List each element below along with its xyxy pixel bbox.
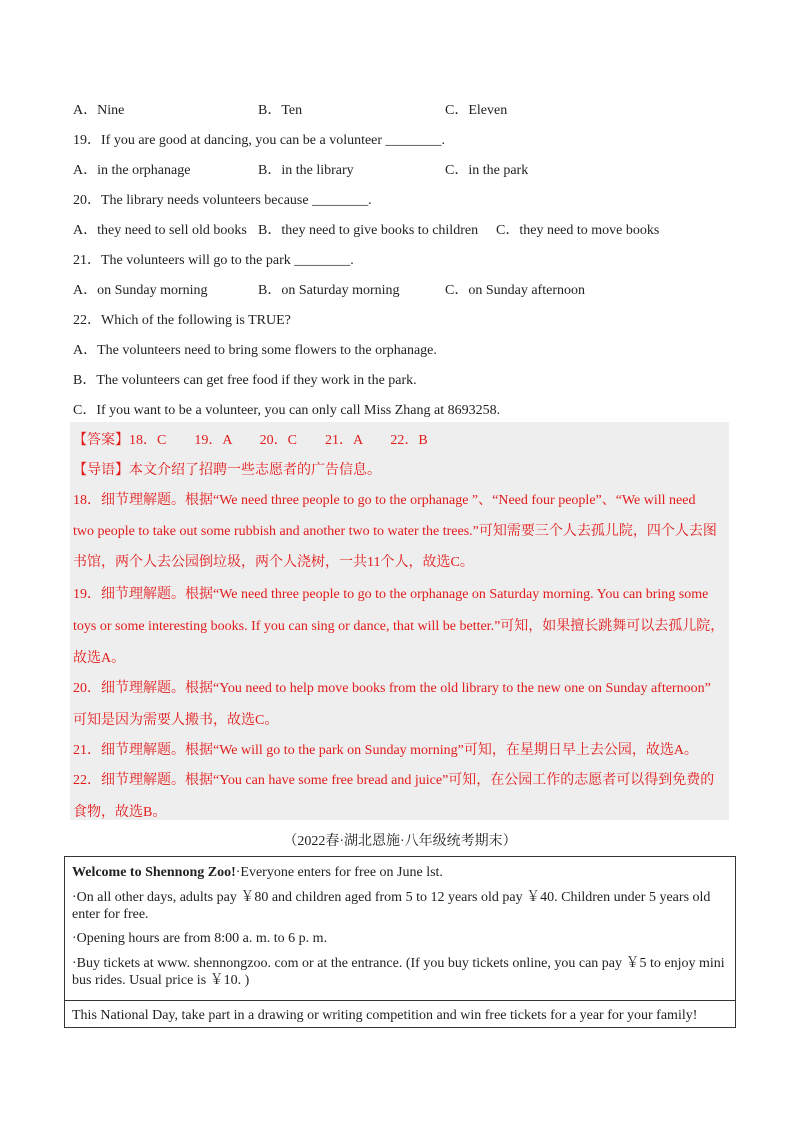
q20-stem: 20．The library needs volunteers because ________.: [73, 193, 372, 208]
q19-option-b: B．in the library: [258, 163, 354, 178]
q21-option-c: C．on Sunday afternoon: [445, 283, 585, 298]
q21-option-b: B．on Saturday morning: [258, 283, 400, 298]
q22-option-c: C．If you want to be a volunteer, you can only call Miss Zhang at 8693258.: [73, 403, 501, 418]
q20-option-c: C．they need to move books: [496, 223, 660, 238]
q19-option-c: C．in the park: [445, 163, 529, 178]
zoo-title-line: [72, 864, 727, 881]
explanation-line: 21．细节理解题。根据“We will go to the park on Sunday morning”可知，在星期日早上去公园，故选A。: [73, 743, 698, 758]
explanation-line: 18．细节理解题。根据“We need three people to go to the orphanage ”、“Need four people”、“We will need: [73, 493, 696, 508]
explanation-line: 食物，故选B。: [73, 805, 167, 820]
q18-option-b: B．Ten: [258, 103, 303, 118]
explanation-line: 22．细节理解题。根据“You can have some free bread and juice”可知，在公园工作的志愿者可以得到免费的: [73, 773, 715, 788]
q22-option-a: A．The volunteers need to bring some flowers to the orphanage.: [73, 343, 437, 358]
zoo-competition: This National Day, take part in a drawing or writing competition and win free tickets for a year for your family!: [72, 1008, 698, 1023]
q21-option-a: A．on Sunday morning: [73, 283, 208, 298]
answer-guide: 【导语】本文介绍了招聘一些志愿者的广告信息。: [73, 463, 381, 478]
zoo-title: Welcome to Shennong Zoo!: [72, 865, 236, 880]
explanation-line: 可知是因为需要人搬书，故选C。: [73, 713, 279, 728]
explanation-line: two people to take out some rubbish and another two to water the trees.”可知需要三个人去孤儿院，四个人去图: [73, 524, 717, 539]
answer-key: 【答案】18．C 19．A 20．C 21．A 22．B: [73, 433, 428, 448]
q22-stem: 22．Which of the following is TRUE?: [73, 313, 291, 328]
explanation-line: 书馆，两个人去公园倒垃圾，两个人浇树，一共11个人，故选C。: [73, 555, 474, 570]
explanation-line: 20．细节理解题。根据“You need to help move books from the old library to the new one on Sunday afternoon”: [73, 681, 711, 696]
q18-option-a: A．Nine: [73, 103, 125, 118]
explanation-line: 19．细节理解题。根据“We need three people to go to the orphanage on Saturday morning. You can bring some: [73, 587, 709, 602]
zoo-notice-main: [65, 857, 735, 1001]
explanation-line: 故选A。: [73, 651, 126, 666]
q22-option-b: B．The volunteers can get free food if they work in the park.: [73, 373, 417, 388]
zoo-title-rest: ·Everyone enters for free on June lst.: [235, 865, 443, 880]
q18-option-c: C．Eleven: [445, 103, 508, 118]
zoo-notice-box: [64, 856, 736, 1028]
explanation-line: toys or some interesting books. If you can sing or dance, that will be better.”可知，如果擅长跳舞可以去孤儿院，: [73, 619, 725, 634]
zoo-prices: ·On all other days, adults pay ￥80 and children aged from 5 to 12 years old pay ￥40. Children under 5 years old enter for free.: [72, 890, 711, 922]
q19-option-a: A．in the orphanage: [73, 163, 191, 178]
q20-option-a: A．they need to sell old books: [73, 223, 247, 238]
source-label: （2022春·湖北恩施·八年级统考期末）: [283, 834, 517, 849]
zoo-hours: ·Opening hours are from 8:00 a. m. to 6 p. m.: [72, 931, 328, 946]
q21-stem: 21．The volunteers will go to the park ________.: [73, 253, 354, 268]
q20-option-b: B．they need to give books to children: [258, 223, 479, 238]
q19-stem: 19．If you are good at dancing, you can be a volunteer ________.: [73, 133, 446, 148]
zoo-tickets: ·Buy tickets at www. shennongzoo. com or at the entrance. (If you buy tickets online, you can pay ￥5 to enjoy mini bus rides. Usual price is ￥10. ): [72, 956, 725, 988]
